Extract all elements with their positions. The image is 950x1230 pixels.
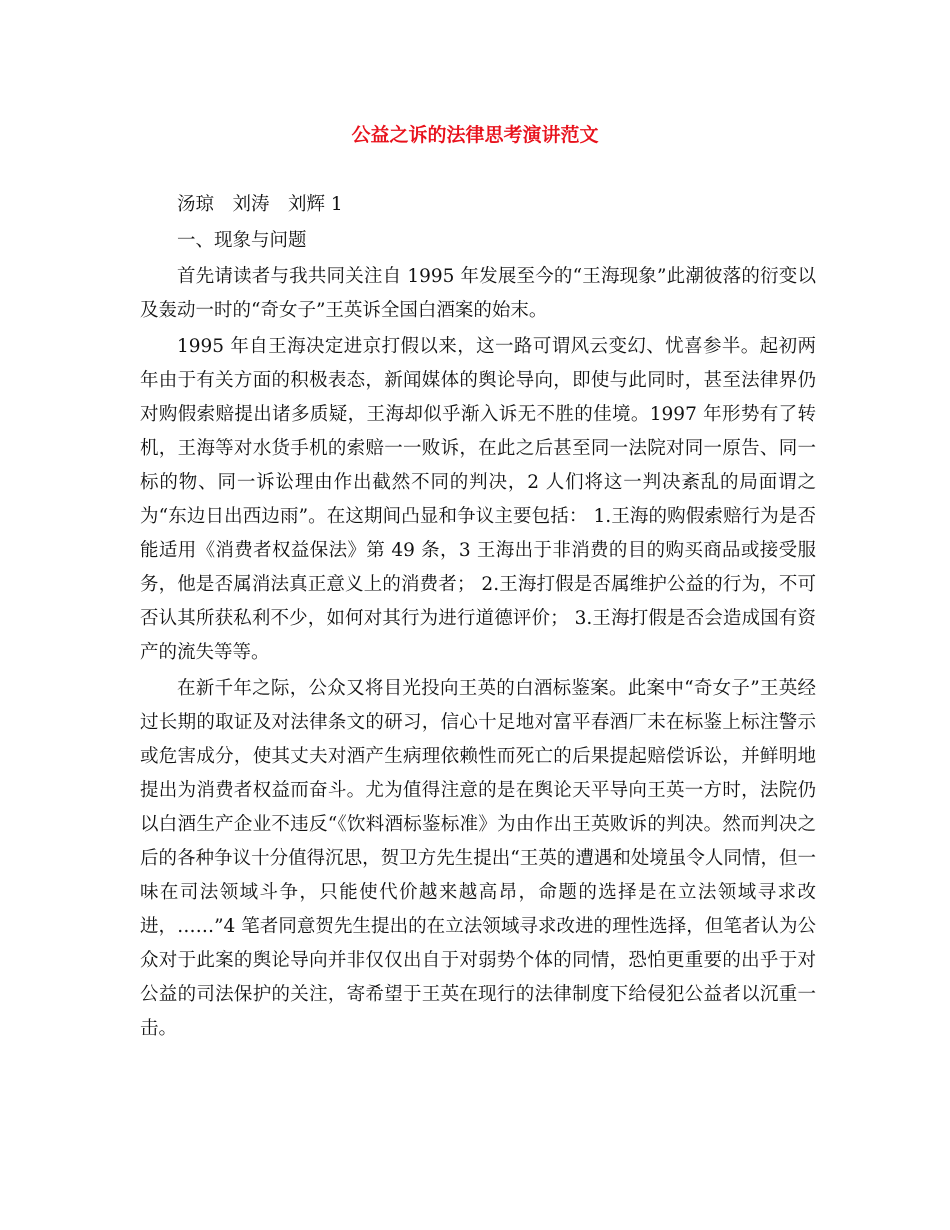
section-heading: 一、现象与问题 [177, 230, 307, 251]
author-line: 汤琼 刘涛 刘辉 1 [177, 194, 343, 215]
paragraph-3: 在新千年之际，公众又将目光投向王英的白酒标鉴案。此案中“奇女子”王英经过长期的取证及对法律条文的研习，信心十足地对富平春酒厂未在标鉴上标注警示或危害成分，使其丈夫对酒产生病理依赖性而死亡的后果提起赔偿诉讼，并鲜明地提出为消费者权益而奋斗。尤为值得注意的是在舆论天平导向王英一方时，法院仍以白酒生产企业不违反“《饮料酒标鉴标准》为由作出王英败诉的判决。然而判决之后的各种争议十分值得沉思，贺卫方先生提出“王英的遭遇和处境虽令人同情，但一味在司法领域斗争，只能使代价越来越高昂，命题的选择是在立法领域寻求改进，……”4 笔者同意贺先生提出的在立法领域寻求改进的理性选择，但笔者认为公众对于此案的舆论导向并非仅仅出自于对弱势个体的同情，恐怕更重要的出乎于对公益的司法保护的关注，寄希望于王英在现行的法律制度下给侵犯公益者以沉重一击。 [140, 678, 816, 1039]
paragraph-2: 1995 年自王海决定进京打假以来，这一路可谓风云变幻、忧喜参半。起初两年由于有关方面的积极表态，新闻媒体的舆论导向，即使与此同时，甚至法律界仍对购假索赔提出诸多质疑，王海却似乎渐入诉无不胜的佳境。1997 年形势有了转机，王海等对水货手机的索赔一一败诉，在此之后甚至同一法院对同一原告、同一标的物、同一诉讼理由作出截然不同的判决，2 人们将这一判决紊乱的局面谓之为“东边日出西边雨”。在这期间凸显和争议主要包括： 1.王海的购假索赔行为是否能适用《消费者权益保法》第 49 条，3 王海出于非消费的目的购买商品或接受服务，他是否属消法真正意义上的消费者； 2.王海打假是否属维护公益的行为，不可否认其所获私利不少，如何对其行为进行道德评价； 3.王海打假是否会造成国有资产的流失等等。 [140, 336, 816, 663]
paragraph-1: 首先请读者与我共同关注自 1995 年发展至今的“王海现象”此潮彼落的衍变以及轰动一时的“奇女子”王英诉全国白酒案的始末。 [140, 266, 816, 321]
document-body [140, 188, 816, 1048]
document-title: 公益之诉的法律思考演讲范文 [351, 124, 599, 146]
